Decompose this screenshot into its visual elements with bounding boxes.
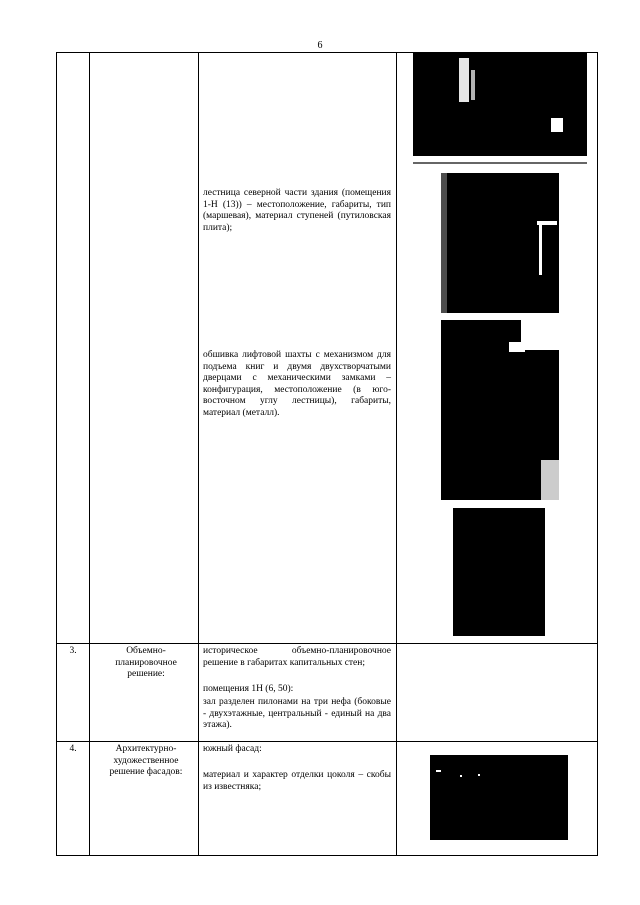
table-row-divider — [56, 741, 598, 742]
row-4-paragraph-1: южный фасад: — [203, 744, 262, 754]
photo-staircase-top — [413, 52, 587, 156]
table-column-divider — [89, 52, 90, 856]
row-4-title: Архитектурно-художественное решение фасадов: — [109, 744, 183, 777]
table-column-divider — [198, 52, 199, 856]
photo-staircase-steps — [441, 173, 559, 313]
row-3-paragraph-1: историческое объемно-планировочное решение в габаритах капитальных стен; — [203, 646, 391, 668]
table-border-right — [597, 52, 598, 856]
row-3-paragraph-3: зал разделен пилонами на три нефа (боковые - двухэтажные, центральный - единый на два этажа). — [203, 697, 391, 730]
row-4-number: 4. — [69, 744, 77, 754]
photo-lift-shaft — [441, 320, 559, 500]
row-3-paragraph-2: помещения 1Н (6, 50): — [203, 684, 294, 694]
lift-shaft-description: обшивка лифтовой шахты с механизмом для подъема книг и двумя двухстворчатыми дверцами с механическими замками – конфигурация, местоположение (в юго-восточном углу лестницы), габариты, материал (металл). — [203, 350, 391, 418]
photo-south-facade — [430, 755, 568, 840]
row-3-title: Объемно-планировочное решение: — [115, 646, 177, 679]
photo-caption-line — [413, 162, 587, 164]
page-number: 6 — [317, 40, 323, 51]
photo-lift-doors — [453, 508, 545, 636]
row-3-number: 3. — [69, 646, 77, 656]
table-column-divider — [396, 52, 397, 856]
table-row-divider — [56, 643, 598, 644]
table-border-bottom — [56, 855, 598, 856]
stair-description: лестница северной части здания (помещения 1-Н (13)) – местоположение, габариты, тип (маршевая), материал ступеней (путиловская плита); — [203, 188, 391, 233]
row-4-paragraph-2: материал и характер отделки цоколя – скобы из известняка; — [203, 770, 391, 792]
table-border-left — [56, 52, 57, 856]
